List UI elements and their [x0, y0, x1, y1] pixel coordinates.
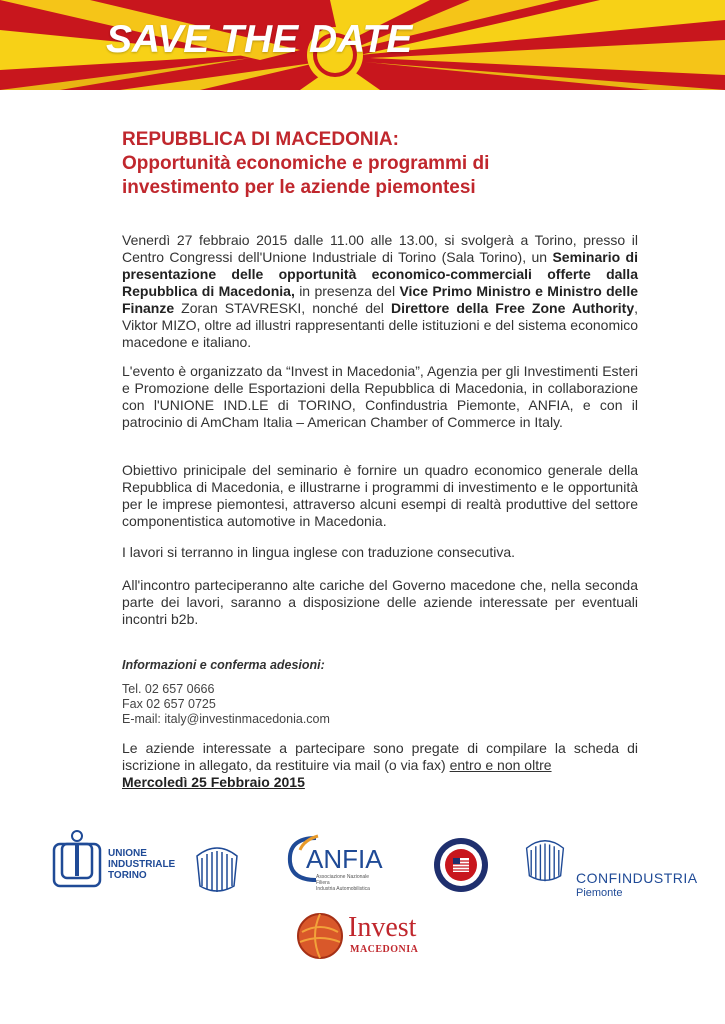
unione-text: UNIONE INDUSTRIALE TORINO	[108, 848, 176, 881]
anfia-subtitle: Associazione Nazionale Filiera Industria Automobilistica	[316, 874, 370, 892]
confindustria-emblem-logo	[192, 846, 242, 894]
amcham-seal-icon	[432, 836, 490, 894]
paragraph-registration	[122, 740, 638, 791]
unione-industriale-logo	[52, 830, 182, 890]
p6-deadline-date: Mercoledì 25 Febbraio 2015	[122, 774, 305, 790]
p1-text-4: , Viktor MIZO, oltre ad illustri rappresentanti delle istituzioni e del sistema economico macedone e italiano.	[122, 300, 638, 350]
confindustria-region: Piemonte	[576, 887, 623, 899]
heading-line-2: Opportunità economiche e programmi di investimento per le aziende piemontesi	[122, 153, 490, 198]
p1-bold-3: Direttore della Free Zone Authority	[390, 300, 635, 316]
anfia-name: ANFIA	[306, 844, 383, 874]
contact-email[interactable]: E-mail: italy@investinmacedonia.com	[122, 712, 330, 726]
confindustria-emblem-icon	[192, 846, 242, 894]
p1-text-2: in presenza del	[294, 283, 400, 299]
confindustria-name: CONFINDUSTRIA	[576, 870, 698, 886]
paragraph-b2b: All'incontro parteciperanno alte cariche del Governo macedone che, nella seconda parte dei lavori, saranno a disposizione delle aziende interessate per eventuali incontri b2b.	[122, 577, 638, 627]
banner-title: SAVE THE DATE	[106, 18, 413, 61]
unione-emblem-icon	[52, 830, 102, 890]
contact-fax: Fax 02 657 0725	[122, 697, 216, 711]
invest-macedonia-logo	[296, 910, 446, 965]
p6-deadline-underline: entro e non oltre	[449, 757, 552, 773]
paragraph-objective: Obiettivo prinicipale del seminario è fornire un quadro economico generale della Repubblica di Macedonia, e illustrarne i programmi di investimento e le opportunità per le imprese piemontesi, attraverso alcuni esempi di realtà produttive del settore componentistica automotive in Macedonia.	[122, 462, 638, 529]
invest-name: Invest	[348, 912, 417, 943]
p1-text-3: Zoran STAVRESKI, nonché del	[174, 300, 391, 316]
heading-line-1: REPUBBLICA DI MACEDONIA:	[122, 129, 399, 150]
p6-text-1: Le aziende interessate a partecipare sono pregate di compilare la scheda di iscrizione in allegato, da restituire via mail (o via fax)	[122, 740, 638, 773]
paragraph-organizers: L'evento è organizzato da “Invest in Macedonia”, Agenzia per gli Investimenti Esteri e Promozione delle Esportazioni della Repubblica di Macedonia, in collaborazione con l'UNIONE IND.LE di TORINO, Confindustria Piemonte, ANFIA, e con il patrocinio di AmCham Italia – American Chamber of Commerce in Italy.	[122, 363, 638, 430]
amcham-seal-logo	[432, 836, 490, 894]
invest-macedonia-globe-icon	[296, 912, 344, 960]
flag-banner	[0, 0, 725, 90]
paragraph-intro	[122, 232, 638, 351]
contact-details	[122, 682, 330, 727]
info-heading: Informazioni e conferma adesioni:	[122, 658, 325, 672]
p1-text-1: Venerdì 27 febbraio 2015 dalle 11.00 alle 13.00, si svolgerà a Torino, presso il Centro Congressi dell'Unione Industriale di Torino (Sala Torino), un	[122, 232, 638, 265]
anfia-logo	[286, 834, 386, 896]
paragraph-language: I lavori si terranno in lingua inglese con traduzione consecutiva.	[122, 544, 516, 560]
event-heading	[122, 128, 602, 200]
invest-sub: MACEDONIA	[350, 944, 419, 955]
p1-bold-1: Seminario di presentazione delle opportunità economico-commerciali offerte dalla Repubblica di Macedonia,	[122, 249, 638, 299]
confindustria-piemonte-emblem-icon	[522, 838, 568, 884]
contact-tel: Tel. 02 657 0666	[122, 682, 215, 696]
confindustria-piemonte-logo	[522, 838, 702, 898]
p1-bold-2: Vice Primo Ministro e Ministro delle Finanze	[122, 283, 638, 316]
